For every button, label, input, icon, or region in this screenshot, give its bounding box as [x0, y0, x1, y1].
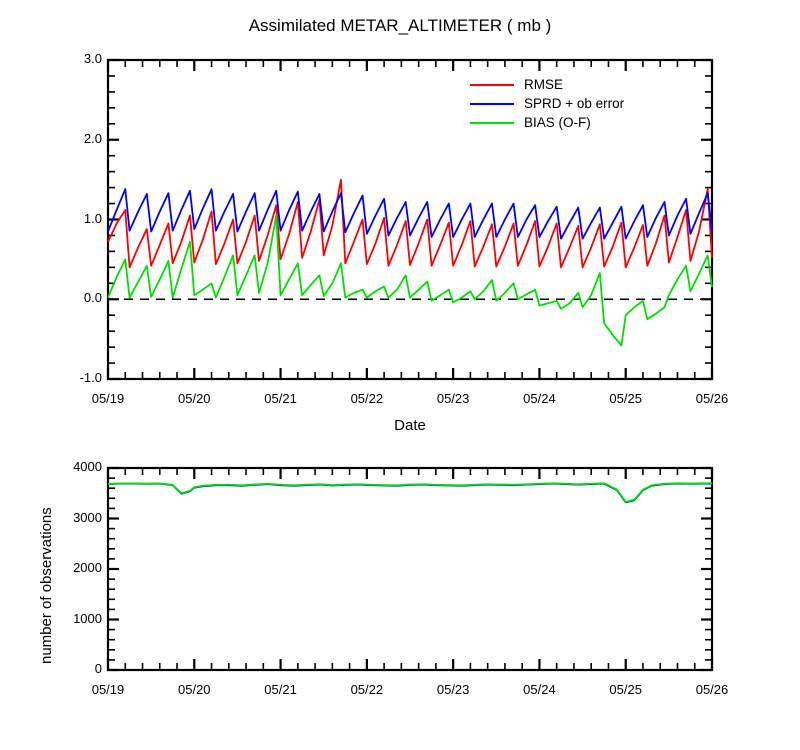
y-tick-label: 0 — [94, 661, 102, 676]
legend-label: BIAS (O-F) — [524, 114, 591, 130]
y-tick-label: 1.0 — [83, 210, 102, 226]
y-tick-label: -1.0 — [79, 370, 102, 385]
legend-label: SPRD + ob error — [524, 95, 625, 111]
legend-swatch — [470, 103, 514, 105]
x-tick-label: 05/23 — [436, 682, 470, 697]
series-line — [108, 180, 712, 268]
x-tick-label: 05/26 — [695, 391, 729, 406]
legend — [470, 75, 624, 132]
legend-item — [470, 75, 624, 94]
x-tick-label: 05/20 — [178, 682, 211, 697]
x-axis-label: Date — [394, 417, 426, 434]
legend-swatch — [470, 84, 514, 86]
y-axis-label: number of observations — [38, 507, 55, 664]
y-tick-label: 3000 — [73, 509, 102, 525]
y-tick-label: 2.0 — [83, 130, 102, 146]
x-tick-label: 05/19 — [91, 391, 125, 406]
legend-item — [470, 113, 624, 132]
x-tick-label: 05/22 — [350, 391, 384, 406]
x-tick-label: 05/21 — [264, 391, 297, 406]
x-tick-label: 05/26 — [695, 682, 729, 697]
x-tick-label: 05/20 — [178, 391, 211, 406]
legend-item — [470, 94, 624, 113]
y-tick-label: 4000 — [73, 459, 102, 474]
x-tick-label: 05/25 — [609, 391, 642, 406]
x-tick-label: 05/22 — [350, 682, 384, 697]
legend-label: RMSE — [524, 76, 564, 92]
x-tick-label: 05/19 — [91, 682, 125, 697]
x-tick-label: 05/24 — [523, 391, 556, 406]
y-tick-label: 1000 — [73, 610, 102, 626]
legend-swatch — [470, 122, 514, 124]
series-line — [108, 483, 712, 502]
y-tick-label: 2000 — [73, 560, 102, 575]
plot-frame — [108, 468, 712, 670]
x-tick-label: 05/23 — [436, 391, 470, 406]
x-tick-label: 05/24 — [523, 682, 556, 697]
x-tick-label: 05/25 — [609, 682, 642, 697]
x-tick-label: 05/21 — [264, 682, 297, 697]
bottom-panel — [108, 468, 712, 670]
y-tick-label: 0.0 — [83, 290, 102, 306]
page-title: Assimilated METAR_ALTIMETER ( mb ) — [248, 16, 552, 35]
y-tick-label: 3.0 — [83, 51, 102, 66]
